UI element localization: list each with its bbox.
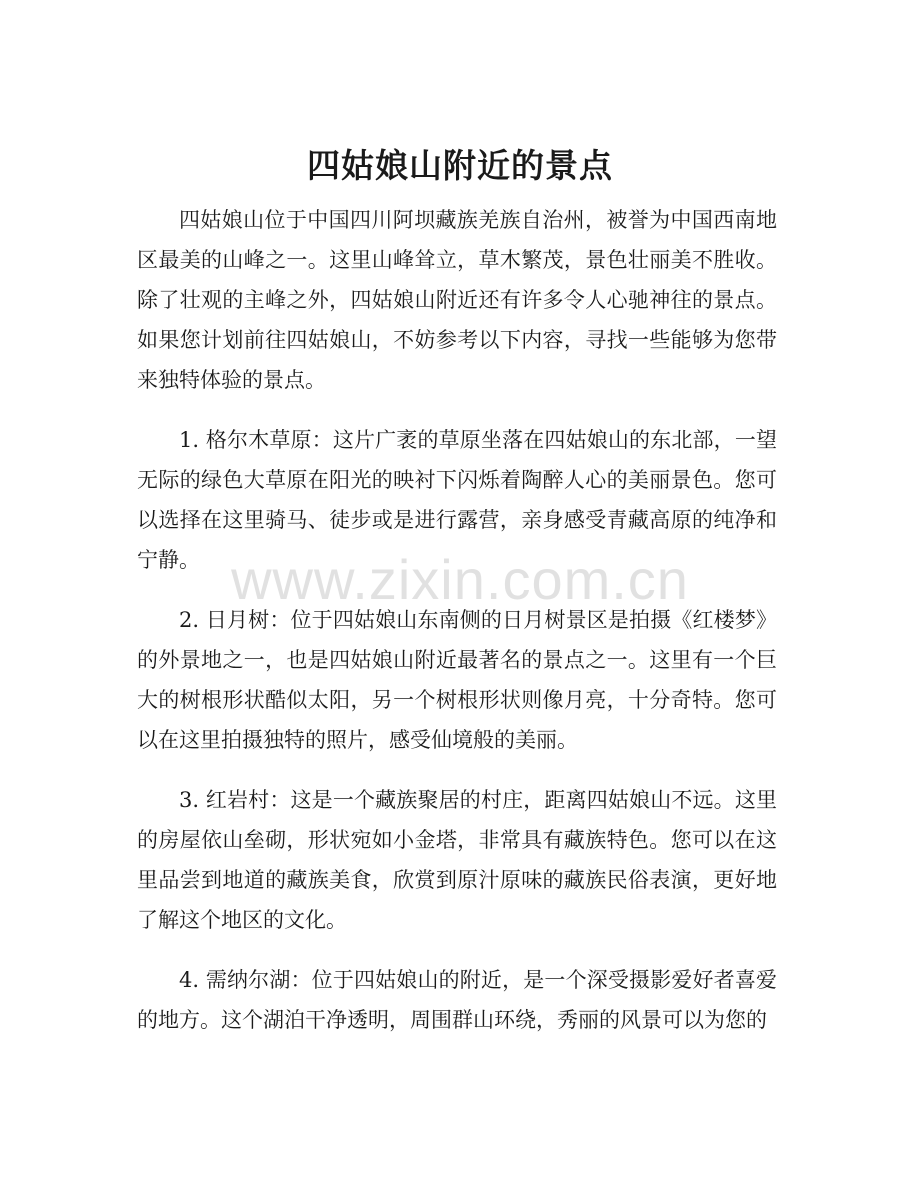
attraction-paragraph-2: 2. 日月树：位于四姑娘山东南侧的日月树景区是拍摄《红楼梦》的外景地之一，也是四姑娘山附近最著名的景点之一。这里有一个巨大的树根形状酷似太阳，另一个树根形状则像月亮，十分奇特。您可以在这里拍摄独特的照片，感受仙境般的美丽。 <box>137 608 777 752</box>
document-title: 四姑娘山附近的景点 <box>307 146 613 185</box>
watermark: www.zixin.com.cn <box>231 548 689 611</box>
intro-paragraph: 四姑娘山位于中国四川阿坝藏族羌族自治州，被誉为中国西南地区最美的山峰之一。这里山峰耸立，草木繁茂，景色壮丽美不胜收。除了壮观的主峰之外，四姑娘山附近还有许多令人心驰神往的景点。如果您计划前往四姑娘山，不妨参考以下内容，寻找一些能够为您带来独特体验的景点。 <box>137 208 777 392</box>
attraction-paragraph-1: 1. 格尔木草原：这片广袤的草原坐落在四姑娘山的东北部，一望无际的绿色大草原在阳光的映衬下闪烁着陶醉人心的美丽景色。您可以选择在这里骑马、徒步或是进行露营，亲身感受青藏高原的纯净和宁静。 <box>137 428 777 572</box>
attraction-paragraph-4: 4. 需纳尔湖：位于四姑娘山的附近，是一个深受摄影爱好者喜爱的地方。这个湖泊干净透明，周围群山环绕，秀丽的风景可以为您的 <box>137 968 777 1032</box>
attraction-paragraph-3: 3. 红岩村：这是一个藏族聚居的村庄，距离四姑娘山不远。这里的房屋依山垒砌，形状宛如小金塔，非常具有藏族特色。您可以在这里品尝到地道的藏族美食，欣赏到原汁原味的藏族民俗表演，更好地了解这个地区的文化。 <box>137 788 777 932</box>
document-body <box>137 200 777 1060</box>
